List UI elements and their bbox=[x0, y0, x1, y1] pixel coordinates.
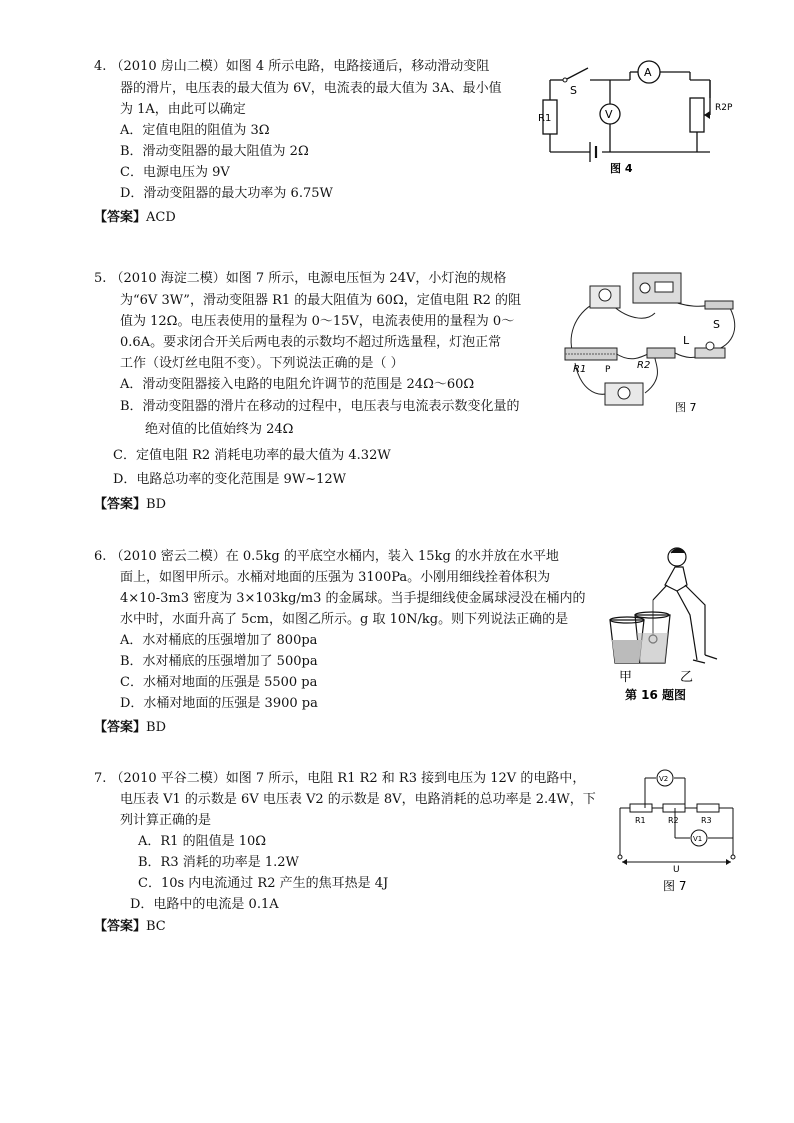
q5-line-3: 值为 12Ω。电压表使用的量程为 0～15V，电流表使用的量程为 0～ bbox=[120, 314, 515, 329]
q7-fig-r2-label: R2 bbox=[668, 816, 679, 825]
q5-option-c: C．定值电阻 R2 消耗电功率的最大值为 4.32W bbox=[113, 448, 391, 463]
q4-answer-label: 【答案】 bbox=[94, 210, 147, 225]
q7-fig-r3-label: R3 bbox=[701, 816, 712, 825]
q4-fig-voltmeter-label: V bbox=[605, 108, 613, 121]
q6-bucket-figure bbox=[605, 545, 735, 705]
q4-option-d: D．滑动变阻器的最大功率为 6.75W bbox=[120, 186, 333, 201]
q6-answer bbox=[94, 716, 166, 735]
q5-fig-r2-label: R2 bbox=[637, 360, 651, 371]
q4-circuit-figure bbox=[540, 60, 740, 180]
q6-option-b: B．水对桶底的压强增加了 500pa bbox=[120, 654, 318, 669]
q6-option-c: C．水桶对地面的压强是 5500 pa bbox=[120, 675, 318, 690]
q7-line-1: 7. （2010 平谷二模）如图 7 所示，电阻 R1 R2 和 R3 接到电压为 12V 的电路中， bbox=[94, 771, 586, 786]
q6-fig-jia-label: 甲 bbox=[619, 670, 633, 685]
q4-fig-ammeter-label: A bbox=[644, 66, 652, 79]
q5-fig-switch-label: S bbox=[713, 318, 720, 331]
q6-answer-label: 【答案】 bbox=[94, 720, 147, 735]
q6-answer-value: BD bbox=[146, 720, 166, 735]
q4-fig-r2-label: R2P bbox=[715, 103, 733, 113]
q5-fig-p-label: P bbox=[605, 365, 611, 375]
q7-fig-u-label: U bbox=[673, 865, 680, 875]
q7-option-b: B．R3 消耗的功率是 1.2W bbox=[138, 855, 299, 870]
q5-fig-lamp-label: L bbox=[683, 334, 690, 347]
q6-fig-yi-label: 乙 bbox=[680, 670, 694, 685]
q7-line-2: 电压表 V1 的示数是 6V 电压表 V2 的示数是 8V，电路消耗的总功率是 2.4W，下 bbox=[120, 792, 596, 807]
q6-fig-caption: 第 16 题图 bbox=[625, 688, 687, 702]
q5-apparatus-figure bbox=[555, 268, 745, 418]
q7-fig-caption: 图 7 bbox=[663, 879, 687, 893]
q7-fig-v1-label: V1 bbox=[693, 835, 703, 843]
q5-option-b: B．滑动变阻器的滑片在移动的过程中，电压表与电流表示数变化量的 bbox=[120, 399, 520, 414]
switch-icon bbox=[705, 301, 733, 309]
q4-option-c: C．电源电压为 9V bbox=[120, 165, 230, 180]
q5-answer-value: BD bbox=[146, 497, 166, 512]
q7-answer bbox=[94, 915, 166, 934]
q6-line-3: 4×10-3m3 密度为 3×103kg/m3 的金属球。当手提细线使金属球浸没在桶内的 bbox=[120, 591, 586, 606]
q7-option-d: D．电路中的电流是 0.1A bbox=[130, 897, 279, 912]
q5-option-a: A．滑动变阻器接入电路的电阻允许调节的范围是 24Ω～60Ω bbox=[120, 377, 475, 392]
q7-option-c: C．10s 内电流通过 R2 产生的焦耳热是 4J bbox=[138, 876, 389, 891]
q5-answer bbox=[94, 493, 166, 512]
q4-line-3: 为 1A，由此可以确定 bbox=[120, 102, 246, 117]
q7-circuit-figure bbox=[615, 770, 745, 895]
q6-line-1: 6. （2010 密云二模）在 0.5kg 的平底空水桶内，装入 15kg 的水并放在水平地 bbox=[94, 549, 559, 564]
q5-line-5: 工作（设灯丝电阻不变）。下列说法正确的是（ ） bbox=[120, 356, 404, 371]
q7-line-3: 列计算正确的是 bbox=[120, 813, 212, 828]
q4-option-b: B．滑动变阻器的最大阻值为 2Ω bbox=[120, 144, 309, 159]
q5-option-d: D．电路总功率的变化范围是 9W~12W bbox=[113, 472, 346, 487]
q4-answer-value: ACD bbox=[146, 210, 176, 225]
q4-fig-caption: 图 4 bbox=[610, 162, 633, 175]
q6-line-2: 面上，如图甲所示。水桶对地面的压强为 3100Pa。小刚用细线拴着体积为 bbox=[120, 570, 551, 585]
q5-option-b-cont: 绝对值的比值始终为 24Ω bbox=[145, 422, 294, 437]
q5-fig-r1-label: R1 bbox=[573, 364, 587, 375]
q7-fig-v2-label: V2 bbox=[659, 775, 669, 783]
q6-line-4: 水中时，水面升高了 5cm，如图乙所示。g 取 10N/kg。则下列说法正确的是 bbox=[120, 612, 569, 627]
q7-answer-label: 【答案】 bbox=[94, 919, 147, 934]
q4-line-2: 器的滑片，电压表的最大值为 6V，电流表的最大值为 3A、最小值 bbox=[120, 81, 502, 96]
q7-fig-r1-label: R1 bbox=[635, 816, 646, 825]
q5-answer-label: 【答案】 bbox=[94, 497, 147, 512]
q5-line-2: 为“6V 3W”，滑动变阻器 R1 的最大阻值为 60Ω，定值电阻 R2 的阻 bbox=[120, 293, 522, 308]
q4-line-1: 4. （2010 房山二模）如图 4 所示电路，电路接通后，移动滑动变阻 bbox=[94, 59, 490, 74]
q5-fig-caption: 图 7 bbox=[675, 401, 697, 414]
q4-fig-r1-label: R1 bbox=[538, 113, 552, 124]
q5-line-4: 0.6A。要求闭合开关后两电表的示数均不超过所选量程，灯泡正常 bbox=[120, 335, 502, 350]
q4-fig-switch-label: S bbox=[570, 84, 577, 97]
q6-option-a: A．水对桶底的压强增加了 800pa bbox=[120, 633, 318, 648]
q6-option-d: D．水桶对地面的压强是 3900 pa bbox=[120, 696, 318, 711]
q4-answer bbox=[94, 206, 176, 225]
q5-line-1: 5. （2010 海淀二模）如图 7 所示，电源电压恒为 24V，小灯泡的规格 bbox=[94, 271, 507, 286]
q7-answer-value: BC bbox=[146, 919, 166, 934]
resistor-r2-icon bbox=[647, 348, 675, 358]
q4-option-a: A．定值电阻的阻值为 3Ω bbox=[120, 123, 270, 138]
q7-option-a: A．R1 的阻值是 10Ω bbox=[138, 834, 267, 849]
